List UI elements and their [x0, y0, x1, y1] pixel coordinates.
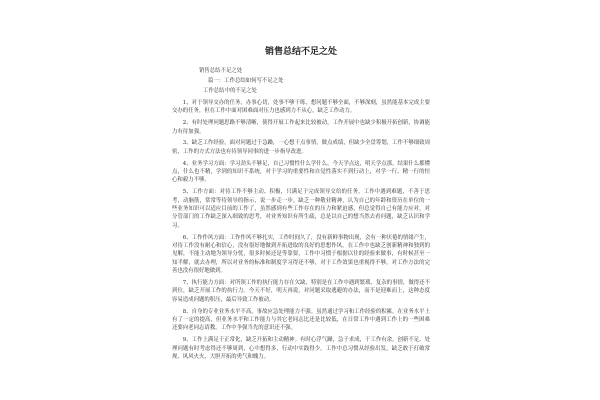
paragraph-1: 1、对于领导交办的任务，办事心切，处事不够干练，想问题不够全面，不够深刻，虽然能基本完成主要交办的任务，但在工作中面对困难面对压力也感到力不从心，缺乏工作动力。 [172, 100, 430, 115]
paragraph-2: 2、有时处理问题思路不够清晰，使得开展工作起来比较被动，工作开展中也缺少积极开拓创新，协调能力有待加强。 [172, 120, 430, 135]
paragraph-3: 3、缺乏工作经验，面对问题过于急躁，一心想干点事情，做点成绩，但缺少全盘筹划，工作不够细致周密，工作的方式方法也有待领导同事的进一步指导改进。 [172, 140, 430, 155]
section-intro: 工作总结中的不足之处 [203, 88, 257, 94]
paragraph-4: 4、业务学习方面：学习劲头不够足，自己习惯性什么学什么，今天学点这，明天学点那，结果什么都懂点，什么也不精，学到的知识不系统，对于学习的重要性和自觉性落实不到行动上，对学一行、精一行的恒心和毅力不够。 [172, 160, 430, 184]
document-title: 销售总结不足之处 [264, 47, 337, 57]
section-heading: 篇一：工作总结如何写不足之处 [208, 78, 284, 84]
paragraph-8: 8、自身的专业业务水平不高，事故应急处理能力不强。虽然通过学习和工作经验的积累，在业务水平上有了一定的提高，但业务水平和工作能力与其它老同志比还是比较低，在日常工作中遇到工作上的一些困难还要向老同志请教，工作中争强当先的意识还不强。 [172, 308, 430, 332]
paragraph-6: 6、工作作风方面：工作作风不够扎实，工作时间久了，没有新鲜事物出现，会有一种厌倦的情绪产生，对待工作没有耐心和信心，没有很好地做到开拓进取的良好的思想作风。在工作中也缺乏创新精神和独到的见解，不能主动地为领导分忧，很多时候还是等靠要，工作中习惯于根据以往的经验来做事，有时候甚至一知半解，就去办理，所以对业务的标准和制度学习得还不够，对于工作效果也重视得不够，对工作方法的完善也没有很好地做到。 [172, 234, 430, 275]
paragraph-5: 5、工作方面：对待工作不够主动、积极，只满足于完成领导交给的任务，工作中遇到难题，不善于思考，动脑筋，常常等待领导的指示，说一步走一步。缺乏一种敬业精神，认为自己的年龄和资历在单位的一些业务知识可以适应目前的工作了，虽然感到有些工作存在的压力和紧迫感，但总觉得自己有能力应对，对分管部门的工作缺乏深入细致的思考，对业务知识有所生疏，总是以自己的想当然去看问题，缺乏认识和学习。 [172, 189, 430, 229]
paragraph-7: 7、执行能力方面：对所领工作的执行能力存在欠缺，特别是在工作中遇到繁琐、复杂的事情，做得还不到位，缺乏开展工作的执行力。今天不好，明天再说，对问题采取逃避的办法，而不是迎难而上，这种态度容易造成问题的积压，最后导致工作被动。 [172, 280, 430, 303]
document-body [172, 38, 430, 365]
paragraph-9: 9、工作上满足于正常化，缺乏开拓和主动精神。有时心浮气躁，急于求成，干工作有余，创新不足，处理问题有时考虑得还不够周到，心中想得多，行动中实践得少。工作中总习惯从经验出发，缺乏敢于打破常规、风风火火、大胆开拓的勇气和魄力。 [172, 337, 430, 361]
document-subtitle: 销售总结不足之处 [199, 68, 243, 74]
